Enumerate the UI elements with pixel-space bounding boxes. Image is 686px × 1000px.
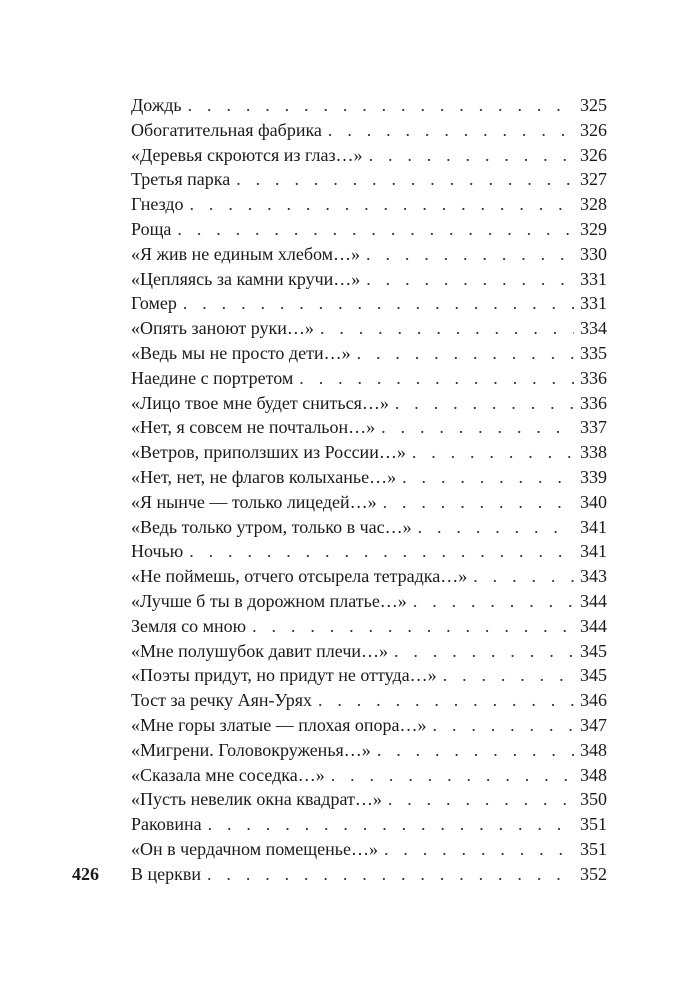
toc-entry-title: Наедине с портретом (131, 367, 294, 388)
dot-leader (208, 812, 574, 837)
toc-entry-page: 327 (580, 169, 607, 190)
toc-entry-page: 326 (580, 144, 607, 165)
dot-leader (383, 490, 574, 515)
toc-entry (131, 614, 607, 639)
toc-entry-page: 329 (580, 218, 607, 239)
dot-leader (418, 515, 574, 540)
dot-leader (320, 316, 574, 341)
dot-leader (381, 415, 574, 440)
dot-leader (299, 366, 574, 391)
table-of-contents (131, 93, 607, 887)
toc-entry-title: «Цепляясь за камни кручи…» (131, 268, 361, 289)
toc-entry-title: «Мне полушубок давит плечи…» (131, 640, 389, 661)
toc-entry-page: 328 (580, 194, 607, 215)
toc-entry-page: 341 (580, 541, 607, 562)
toc-entry-page: 340 (580, 491, 607, 512)
toc-entry-title: «Сказала мне соседка…» (131, 764, 325, 785)
dot-leader (236, 167, 574, 192)
toc-entry-page: 336 (580, 367, 607, 388)
toc-entry-title: «Я нынче — только лицедей…» (131, 491, 377, 512)
toc-entry-page: 331 (580, 293, 607, 314)
toc-entry-page: 348 (580, 764, 607, 785)
dot-leader (377, 738, 574, 763)
dot-leader (388, 787, 574, 812)
toc-entry-page: 346 (580, 690, 607, 711)
dot-leader (366, 242, 574, 267)
dot-leader (190, 192, 574, 217)
toc-entry (131, 143, 607, 168)
toc-entry-title: Роща (131, 218, 172, 239)
dot-leader (433, 713, 574, 738)
toc-entry-page: 344 (580, 615, 607, 636)
toc-entry (131, 589, 607, 614)
dot-leader (177, 217, 574, 242)
toc-entry-page: 343 (580, 566, 607, 587)
toc-entry-page: 337 (580, 417, 607, 438)
toc-entry-page: 335 (580, 342, 607, 363)
toc-entry (131, 242, 607, 267)
toc-entry (131, 341, 607, 366)
toc-entry-title: В церкви (131, 863, 202, 884)
toc-entry (131, 465, 607, 490)
toc-entry-title: «Не поймешь, отчего отсырела тетрадка…» (131, 566, 468, 587)
dot-leader (402, 465, 574, 490)
toc-entry-title: Обогатительная фабрика (131, 119, 322, 140)
toc-entry-title: «Нет, нет, не флагов колыханье…» (131, 466, 397, 487)
toc-entry-title: Раковина (131, 814, 202, 835)
toc-entry-title: «Он в чердачном помещенье…» (131, 838, 378, 859)
page-number: 426 (72, 864, 99, 884)
toc-entry (131, 415, 607, 440)
toc-entry-page: 345 (580, 640, 607, 661)
toc-entry-title: «Опять заноют руки…» (131, 318, 314, 339)
toc-entry (131, 787, 607, 812)
toc-entry-page: 334 (580, 318, 607, 339)
dot-leader (252, 614, 574, 639)
toc-entry-title: «Лучше б ты в дорожном платье…» (131, 590, 407, 611)
toc-entry-title: «Нет, я совсем не почтальон…» (131, 417, 376, 438)
dot-leader (413, 589, 574, 614)
toc-entry (131, 713, 607, 738)
dot-leader (366, 267, 574, 292)
toc-entry-page: 348 (580, 739, 607, 760)
dot-leader (357, 341, 574, 366)
toc-entry (131, 763, 607, 788)
toc-entry (131, 490, 607, 515)
toc-entry-page: 338 (580, 442, 607, 463)
toc-entry-page: 351 (580, 814, 607, 835)
toc-entry-page: 341 (580, 516, 607, 537)
toc-entry-page: 351 (580, 838, 607, 859)
toc-entry-page: 345 (580, 665, 607, 686)
toc-entry-title: Третья парка (131, 169, 231, 190)
toc-entry (131, 267, 607, 292)
dot-leader (183, 291, 574, 316)
dot-leader (331, 763, 574, 788)
toc-entry (131, 118, 607, 143)
toc-entry-page: 326 (580, 119, 607, 140)
toc-entry (131, 316, 607, 341)
toc-entry-title: Тост за речку Аян-Урях (131, 690, 312, 711)
toc-entry (131, 192, 607, 217)
toc-entry-page: 352 (580, 863, 607, 884)
toc-entry (131, 688, 607, 713)
dot-leader (412, 440, 574, 465)
toc-entry (131, 391, 607, 416)
dot-leader (207, 862, 574, 887)
toc-entry (131, 837, 607, 862)
toc-entry-title: Ночью (131, 541, 184, 562)
dot-leader (395, 391, 574, 416)
toc-entry-title: «Пусть невелик окна квадрат…» (131, 789, 382, 810)
toc-entry-title: «Ветров, приползших из России…» (131, 442, 406, 463)
dot-leader (443, 663, 574, 688)
toc-entry-title: Гомер (131, 293, 177, 314)
toc-entry-title: «Деревья скроются из глаз…» (131, 144, 363, 165)
toc-entry-page: 339 (580, 466, 607, 487)
toc-entry-page: 350 (580, 789, 607, 810)
toc-entry-title: Земля со мною (131, 615, 247, 636)
toc-entry-title: Дождь (131, 95, 182, 115)
toc-entry (131, 862, 607, 887)
toc-entry-page: 344 (580, 590, 607, 611)
toc-entry-page: 336 (580, 392, 607, 413)
toc-entry (131, 539, 607, 564)
toc-entry-title: «Мигрени. Головокруженья…» (131, 739, 371, 760)
toc-entry (131, 663, 607, 688)
toc-entry (131, 639, 607, 664)
dot-leader (384, 837, 574, 862)
toc-entry-page: 325 (580, 95, 607, 115)
dot-leader (394, 639, 574, 664)
toc-entry-title: «Я жив не единым хлебом…» (131, 243, 361, 264)
dot-leader (188, 93, 574, 118)
toc-entry (131, 812, 607, 837)
toc-entry-page: 330 (580, 243, 607, 264)
toc-entry-page: 347 (580, 714, 607, 735)
toc-entry-title: «Ведь мы не просто дети…» (131, 342, 351, 363)
toc-entry-title: «Лицо твое мне будет сниться…» (131, 392, 389, 413)
dot-leader (328, 118, 574, 143)
toc-entry (131, 366, 607, 391)
toc-entry-title: «Ведь только утром, только в час…» (131, 516, 412, 537)
toc-entry (131, 93, 607, 118)
toc-entry-title: Гнездо (131, 194, 184, 215)
dot-leader (318, 688, 574, 713)
toc-entry (131, 217, 607, 242)
toc-entry-title: «Мне горы златые — плохая опора…» (131, 714, 427, 735)
toc-entry-title: «Поэты придут, но придут не оттуда…» (131, 665, 437, 686)
toc-entry-page: 331 (580, 268, 607, 289)
toc-entry (131, 564, 607, 589)
toc-entry (131, 167, 607, 192)
dot-leader (369, 143, 574, 168)
toc-entry (131, 291, 607, 316)
dot-leader (189, 539, 574, 564)
dot-leader (473, 564, 574, 589)
toc-entry (131, 738, 607, 763)
toc-entry (131, 440, 607, 465)
toc-entry (131, 515, 607, 540)
